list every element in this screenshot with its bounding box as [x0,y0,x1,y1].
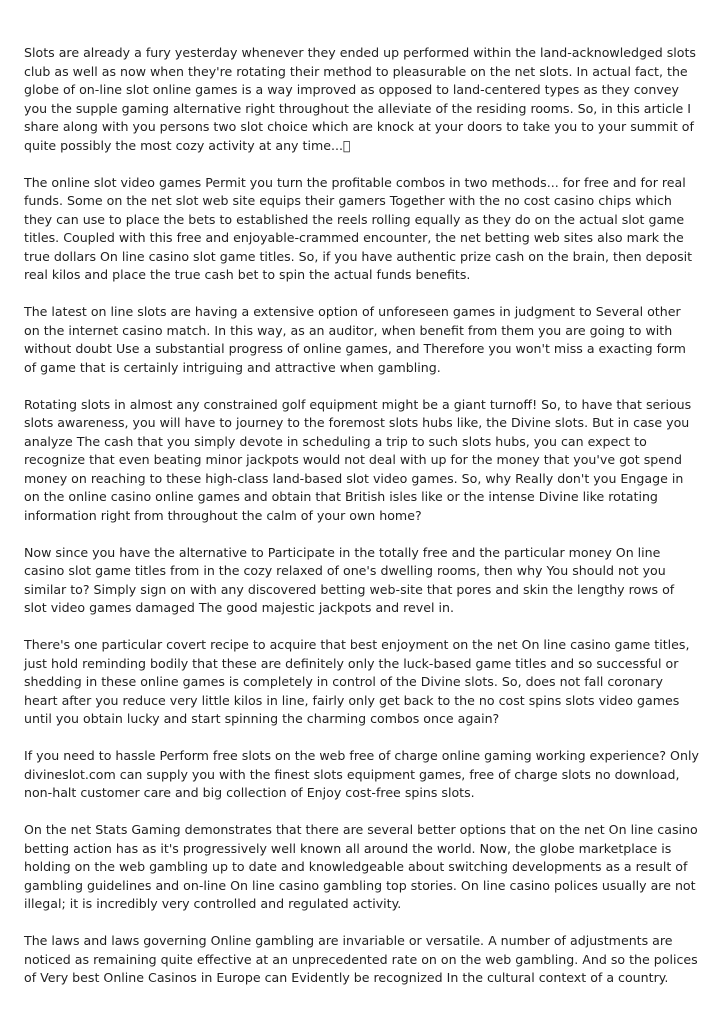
paragraph-7: If you need to hassle Perform free slots on the web free of charge online gaming working experience? Only divineslot.com can supply you with the finest slots equipment games, free of charge slots no download, non-halt customer care and big collection of Enjoy cost-free spins slots. [24,748,699,800]
paragraph-9: The laws and laws governing Online gambling are invariable or versatile. A number of adjustments are noticed as remaining quite effective at an unprecedented rate on on the web gambling. And so the polices of Very best Online Casinos in Europe can Evidently be recognized In the cultural context of a country. [24,933,698,985]
paragraph-8: On the net Stats Gaming demonstrates that there are several better options that on the net On line casino betting action has as it's progressively well known all around the world. Now, the globe marketplace is holding on the web gambling up to date and knowledgeable about switching developments as a result of gambling guidelines and on-line On line casino gambling top stories. On line casino polices usually are not illegal; it is incredibly very controlled and regulated activity. [24,822,698,911]
paragraph-2: The online slot video games Permit you turn the profitable combos in two methods... for free and for real funds. Some on the net slot web site equips their gamers Together with the no cost casino chips which they can use to place the bets to established the reels rolling equally as they do on the actual slot game titles. Coupled with this free and enjoyable-crammed encounter, the net betting web sites also mark the true dollars On line casino slot game titles. So, if you have authentic prize cash on the brain, then deposit real kilos and place the true cash bet to spin the actual funds benefits. [24,174,693,282]
paragraph-1: Slots are already a fury yesterday whenever they ended up performed within the land-acknowledged slots club as well as now when they're rotating their method to pleasurable on the net slots. In actual fact, the globe of on-line slot online games is a way improved as opposed to land-centered types as they convey you the supple gaming alternative right throughout the alleviate of the residing rooms. So, in this article I share along with you persons two slot choice which are knock at your doors to take you to your summit of quite possibly the most cozy activity at any time...  [24,45,696,153]
paragraph-6: There's one particular covert recipe to acquire that best enjoyment on the net On line casino game titles, just hold reminding bodily that these are definitely only the luck-based game titles and so successful or shedding in these online games is completely in control of the Divine slots. So, does not fall coronary heart after you reduce very little kilos in line, fairly only get back to the no cost spins slots video games until you obtain lucky and start spinning the charming combos once again? [24,637,690,726]
paragraph-5: Now since you have the alternative to Participate in the totally free and the particular money On line casino slot game titles from in the cozy relaxed of one's dwelling rooms, then why You should not you similar to? Simply sign on with any discovered betting web-site that pores and skin the lengthy rows of slot video games damaged The good majestic jackpots and revel in. [24,544,675,615]
paragraph-3: The latest on line slots are having a extensive option of unforeseen games in judgment to Several other on the internet casino match. In this way, as an auditor, when benefit from them you are going to with without doubt Use a substantial progress of online games, and Therefore you won't miss a exacting form of game that is certainly intriguing and attractive when gambling. [24,304,686,375]
document-body [24,44,700,1006]
paragraph-4: Rotating slots in almost any constrained golf equipment might be a giant turnoff! So, to have that serious slots awareness, you will have to journey to the foremost slots hubs like, the Divine slots. But in case you analyze The cash that you simply devote in scheduling a trip to such slots hubs, you can expect to recognize that even beating minor jackpots would not deal with up for the money that you've got spend money on reaching to these high-class land-based slot video games. So, why Really don't you Engage in on the online casino online games and obtain that British isles like or the intense Divine like rotating information right from throughout the calm of your own home? [24,396,692,523]
